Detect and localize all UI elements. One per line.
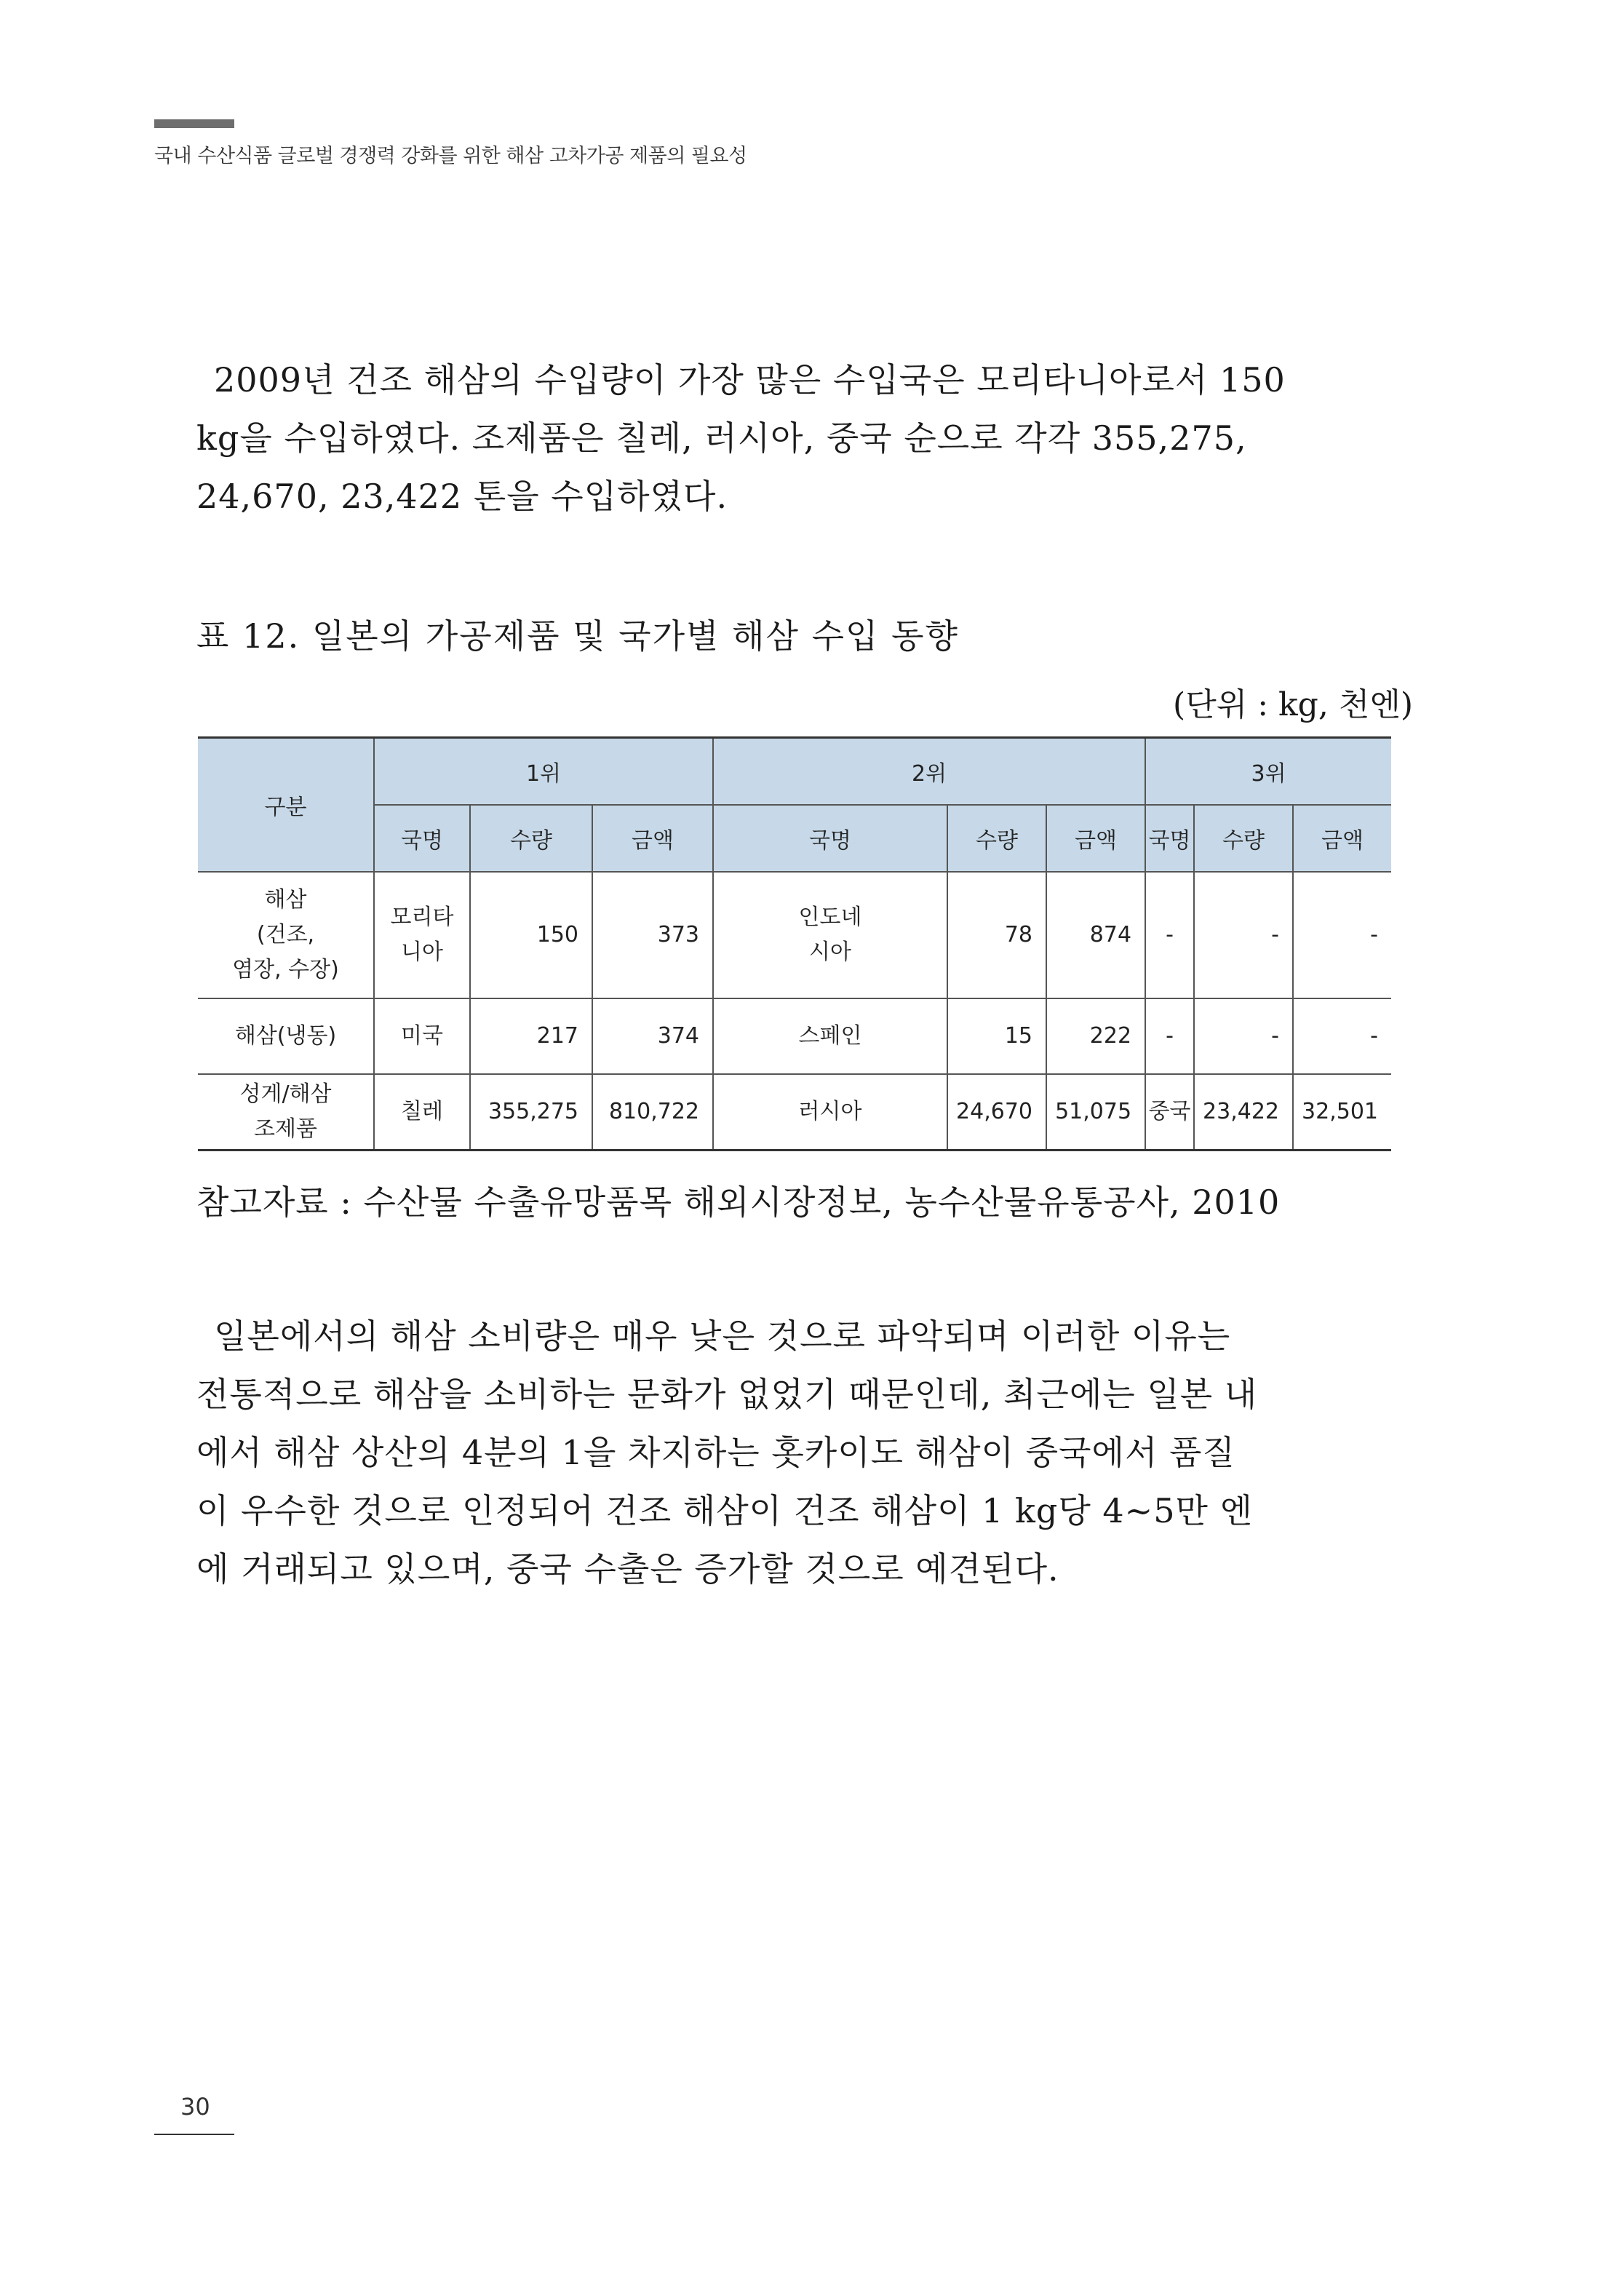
amount-cell: 32,501 bbox=[1293, 1074, 1391, 1151]
running-header: 국내 수산식품 글로벌 경쟁력 강화를 위한 해삼 고차가공 제품의 필요성 bbox=[154, 145, 747, 167]
quantity-cell: 150 bbox=[470, 872, 592, 998]
row-category: 해삼 (건조, 염장, 수장) bbox=[198, 872, 374, 998]
quantity-cell: - bbox=[1194, 872, 1293, 998]
table-row bbox=[198, 872, 1391, 998]
country-cell: 칠레 bbox=[374, 1074, 470, 1151]
country-cell: 러시아 bbox=[713, 1074, 947, 1151]
amount-cell: 51,075 bbox=[1046, 1074, 1145, 1151]
quantity-cell: 23,422 bbox=[1194, 1074, 1293, 1151]
subheader-country: 국명 bbox=[1145, 805, 1194, 872]
paragraph-line: 에 거래되고 있으며, 중국 수출은 증가할 것으로 예견된다. bbox=[196, 1549, 1059, 1589]
amount-cell: - bbox=[1293, 872, 1391, 998]
paragraph-line: 24,670, 23,422 톤을 수입하였다. bbox=[196, 477, 728, 516]
subheader-country: 국명 bbox=[713, 805, 947, 872]
amount-cell: - bbox=[1293, 998, 1391, 1074]
subheader-quantity: 수량 bbox=[1194, 805, 1293, 872]
country-cell: 미국 bbox=[374, 998, 470, 1074]
quantity-cell: - bbox=[1194, 998, 1293, 1074]
paragraph-line: 2009년 건조 해삼의 수입량이 가장 많은 수입국은 모리타니아로서 150 bbox=[214, 360, 1286, 400]
header-rank-3: 3위 bbox=[1145, 738, 1391, 806]
amount-cell: 374 bbox=[592, 998, 713, 1074]
subheader-amount: 금액 bbox=[1046, 805, 1145, 872]
paragraph-import-volume bbox=[196, 351, 1412, 525]
subheader-quantity: 수량 bbox=[947, 805, 1046, 872]
table-row bbox=[198, 998, 1391, 1074]
quantity-cell: 355,275 bbox=[470, 1074, 592, 1151]
header-category: 구분 bbox=[198, 738, 374, 873]
subheader-amount: 금액 bbox=[592, 805, 713, 872]
paragraph-line: 에서 해삼 상산의 4분의 1을 차지하는 홋카이도 해삼이 중국에서 품질 bbox=[196, 1433, 1235, 1472]
paragraph-line: 일본에서의 해삼 소비량은 매우 낮은 것으로 파악되며 이러한 이유는 bbox=[214, 1316, 1231, 1356]
header-accent-bar bbox=[154, 119, 234, 128]
paragraph-line: 이 우수한 것으로 인정되어 건조 해삼이 건조 해삼이 1 kg당 4~5만 엔 bbox=[196, 1491, 1253, 1530]
header-rank-1: 1위 bbox=[374, 738, 713, 806]
country-cell: 중국 bbox=[1145, 1074, 1194, 1151]
quantity-cell: 24,670 bbox=[947, 1074, 1046, 1151]
page-number: 30 bbox=[180, 2093, 210, 2121]
country-cell: 모리타 니아 bbox=[374, 872, 470, 998]
table-source: 참고자료 : 수산물 수출유망품목 해외시장정보, 농수산물유통공사, 2010 bbox=[196, 1183, 1281, 1222]
paragraph-line: 전통적으로 해삼을 소비하는 문화가 없었기 때문인데, 최근에는 일본 내 bbox=[196, 1375, 1258, 1414]
table-title: 표 12. 일본의 가공제품 및 국가별 해삼 수입 동향 bbox=[196, 616, 959, 656]
amount-cell: 810,722 bbox=[592, 1074, 713, 1151]
row-category: 해삼(냉동) bbox=[198, 998, 374, 1074]
country-cell: 인도네 시아 bbox=[713, 872, 947, 998]
amount-cell: 373 bbox=[592, 872, 713, 998]
import-trend-table bbox=[198, 736, 1391, 1151]
header-rank-2: 2위 bbox=[713, 738, 1145, 806]
table-unit: (단위 : kg, 천엔) bbox=[1173, 686, 1413, 723]
table-header-row bbox=[198, 738, 1391, 806]
quantity-cell: 78 bbox=[947, 872, 1046, 998]
paragraph-consumption bbox=[196, 1307, 1412, 1598]
subheader-amount: 금액 bbox=[1293, 805, 1391, 872]
amount-cell: 222 bbox=[1046, 998, 1145, 1074]
country-cell: - bbox=[1145, 872, 1194, 998]
paragraph-line: kg을 수입하였다. 조제품은 칠레, 러시아, 중국 순으로 각각 355,275, bbox=[196, 418, 1247, 458]
table-row bbox=[198, 1074, 1391, 1151]
footer-rule bbox=[154, 2134, 234, 2135]
amount-cell: 874 bbox=[1046, 872, 1145, 998]
country-cell: 스페인 bbox=[713, 998, 947, 1074]
subheader-quantity: 수량 bbox=[470, 805, 592, 872]
subheader-country: 국명 bbox=[374, 805, 470, 872]
row-category: 성게/해삼 조제품 bbox=[198, 1074, 374, 1151]
country-cell: - bbox=[1145, 998, 1194, 1074]
quantity-cell: 217 bbox=[470, 998, 592, 1074]
quantity-cell: 15 bbox=[947, 998, 1046, 1074]
table-subheader-row bbox=[198, 805, 1391, 872]
